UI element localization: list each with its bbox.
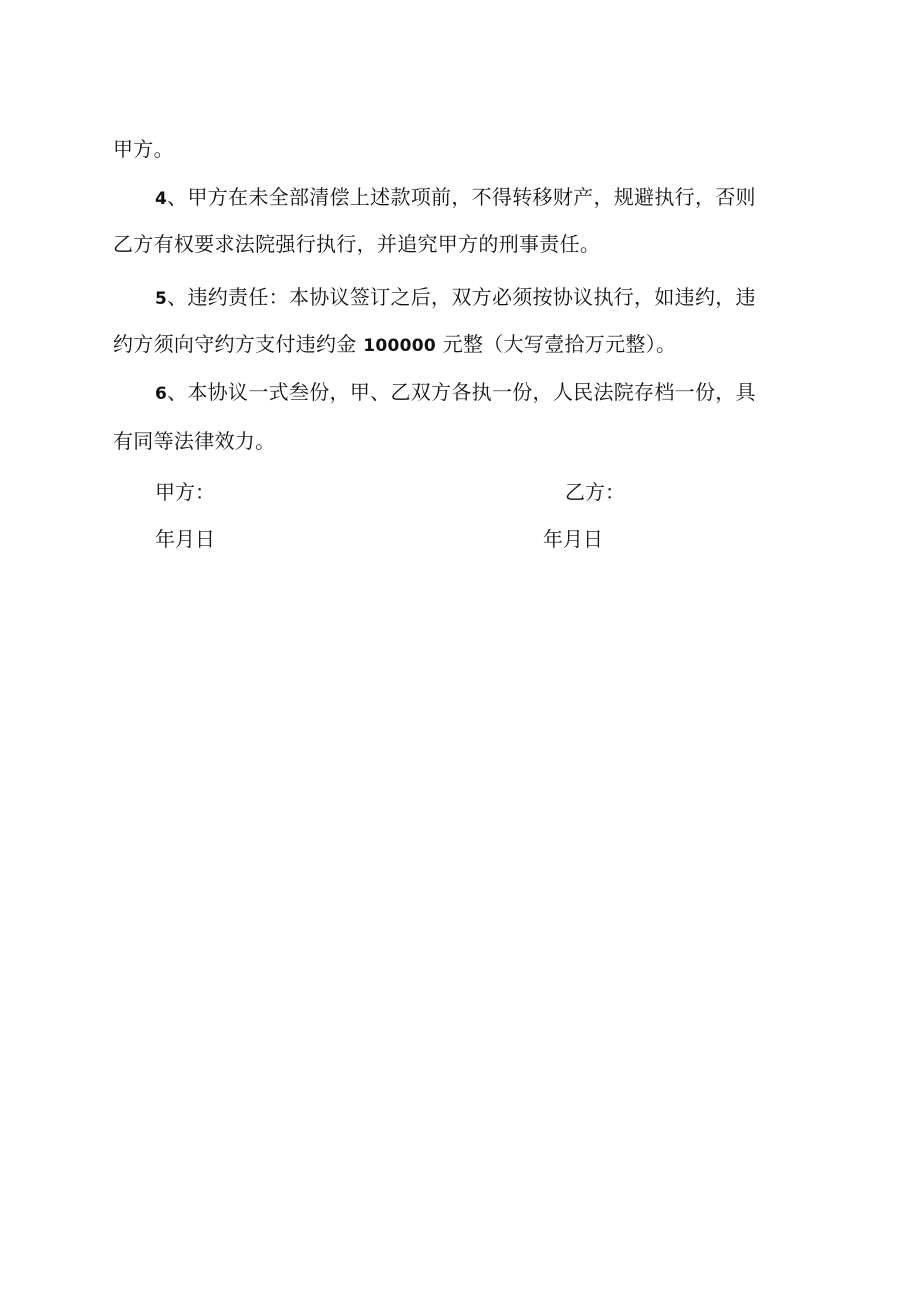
penalty-amount: 100000 (363, 336, 437, 356)
item-4-line-2 (113, 231, 813, 257)
item-6-line-2 (113, 428, 813, 454)
item-4-separator: 、 (167, 185, 188, 209)
party-b-label: 乙方： (565, 480, 625, 504)
item-6-text-line-2: 有同等法律效力。 (113, 429, 276, 453)
item-5-number: 5 (155, 289, 168, 309)
item-6-number: 6 (155, 384, 168, 404)
item-5-text-line-1: 违约责任：本协议签订之后，双方必须按协议执行，如违约，违 (187, 285, 756, 309)
party-b-date: 年月日 (543, 527, 603, 551)
item-6-line-1 (155, 379, 815, 407)
party-a-date: 年月日 (155, 527, 215, 551)
item-6-text-line-1: 本协议一式叁份，甲、乙双方各执一份，人民法院存档一份，具 (187, 380, 756, 404)
continuation-line (113, 136, 813, 162)
item-5-text-line-2-pre: 约方须向守约方支付违约金 (113, 332, 364, 356)
item-5-text-line-2-post: 元整（大写壹拾万元整）。 (436, 332, 677, 356)
item-5-line-1 (155, 284, 815, 312)
item-4-text-line-2: 乙方有权要求法院强行执行，并追究甲方的刑事责任。 (113, 232, 601, 256)
item-5-line-2 (113, 331, 813, 359)
continuation-text: 甲方。 (113, 137, 174, 161)
party-a-label: 甲方： (155, 480, 215, 504)
item-4-number: 4 (155, 189, 168, 209)
item-5-separator: 、 (167, 285, 188, 309)
item-6-separator: 、 (167, 380, 188, 404)
item-4-text-line-1: 甲方在未全部清偿上述款项前，不得转移财产，规避执行，否则 (187, 185, 756, 209)
item-4-line-1 (155, 184, 815, 212)
